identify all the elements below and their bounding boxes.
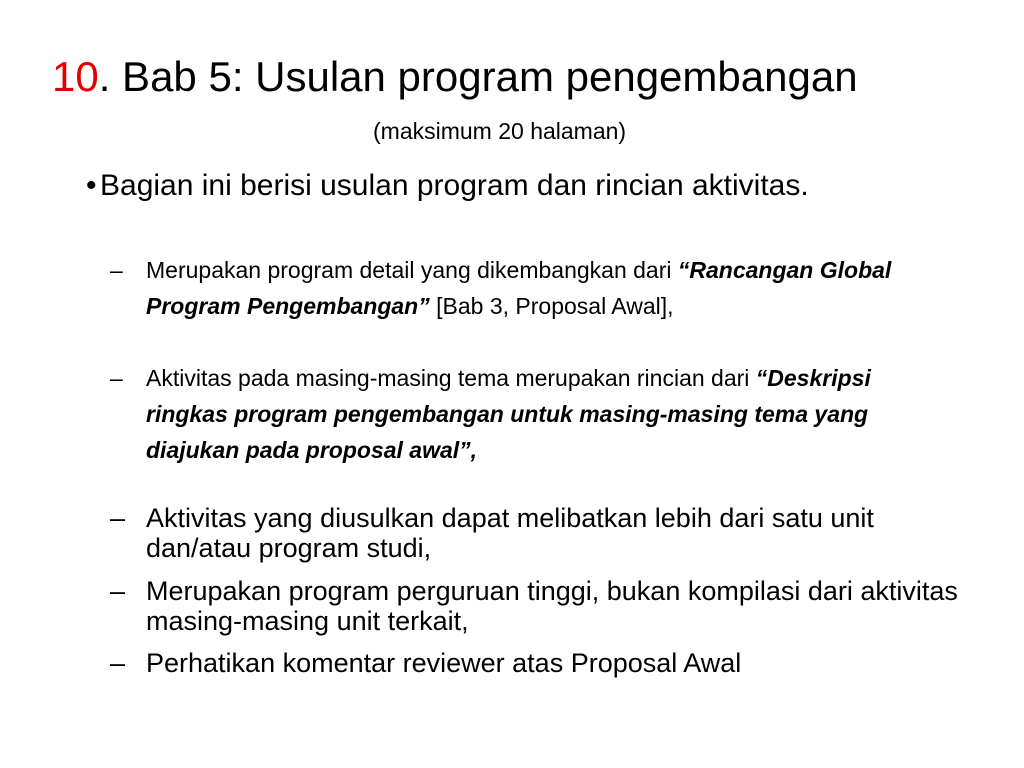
- dash-marker: –: [110, 257, 123, 283]
- sub-item-text: Perhatikan komentar reviewer atas Proposal Awal: [146, 648, 742, 678]
- sub-item-text: Aktivitas yang diusulkan dapat melibatkan lebih dari satu unit dan/atau program studi,: [146, 503, 874, 563]
- sub-item-text-plain: Aktivitas pada masing-masing tema merupakan rincian dari: [146, 365, 756, 391]
- sub-item-text: [146, 252, 986, 324]
- sub-item-text-plain: Merupakan program detail yang dikembangkan dari: [146, 257, 678, 283]
- sub-item-text-plain-after: [Bab 3, Proposal Awal],: [429, 293, 674, 319]
- bullet-marker: •: [86, 169, 97, 202]
- title-number: 10: [52, 53, 99, 100]
- sub-item-text: Merupakan program perguruan tinggi, bukan kompilasi dari aktivitas masing-masing unit terkait,: [146, 576, 958, 636]
- dash-marker: –: [110, 503, 126, 533]
- dash-marker: –: [110, 365, 123, 391]
- slide-subtitle: (maksimum 20 halaman): [373, 118, 627, 144]
- dash-marker: –: [110, 576, 126, 606]
- dash-marker: –: [110, 648, 126, 678]
- title-text: . Bab 5: Usulan program pengembangan: [98, 53, 858, 100]
- sub-item-text-emphasis: “Rancangan Global Program Pengembangan”: [146, 257, 892, 319]
- slide-title: [52, 48, 1012, 106]
- sub-item-text: [146, 360, 946, 468]
- sub-item-text-emphasis: “Deskripsi ringkas program pengembangan untuk masing-masing tema yang diajukan pada proposal awal”,: [146, 365, 871, 463]
- bullet-text: Bagian ini berisi usulan program dan rincian aktivitas.: [100, 169, 809, 202]
